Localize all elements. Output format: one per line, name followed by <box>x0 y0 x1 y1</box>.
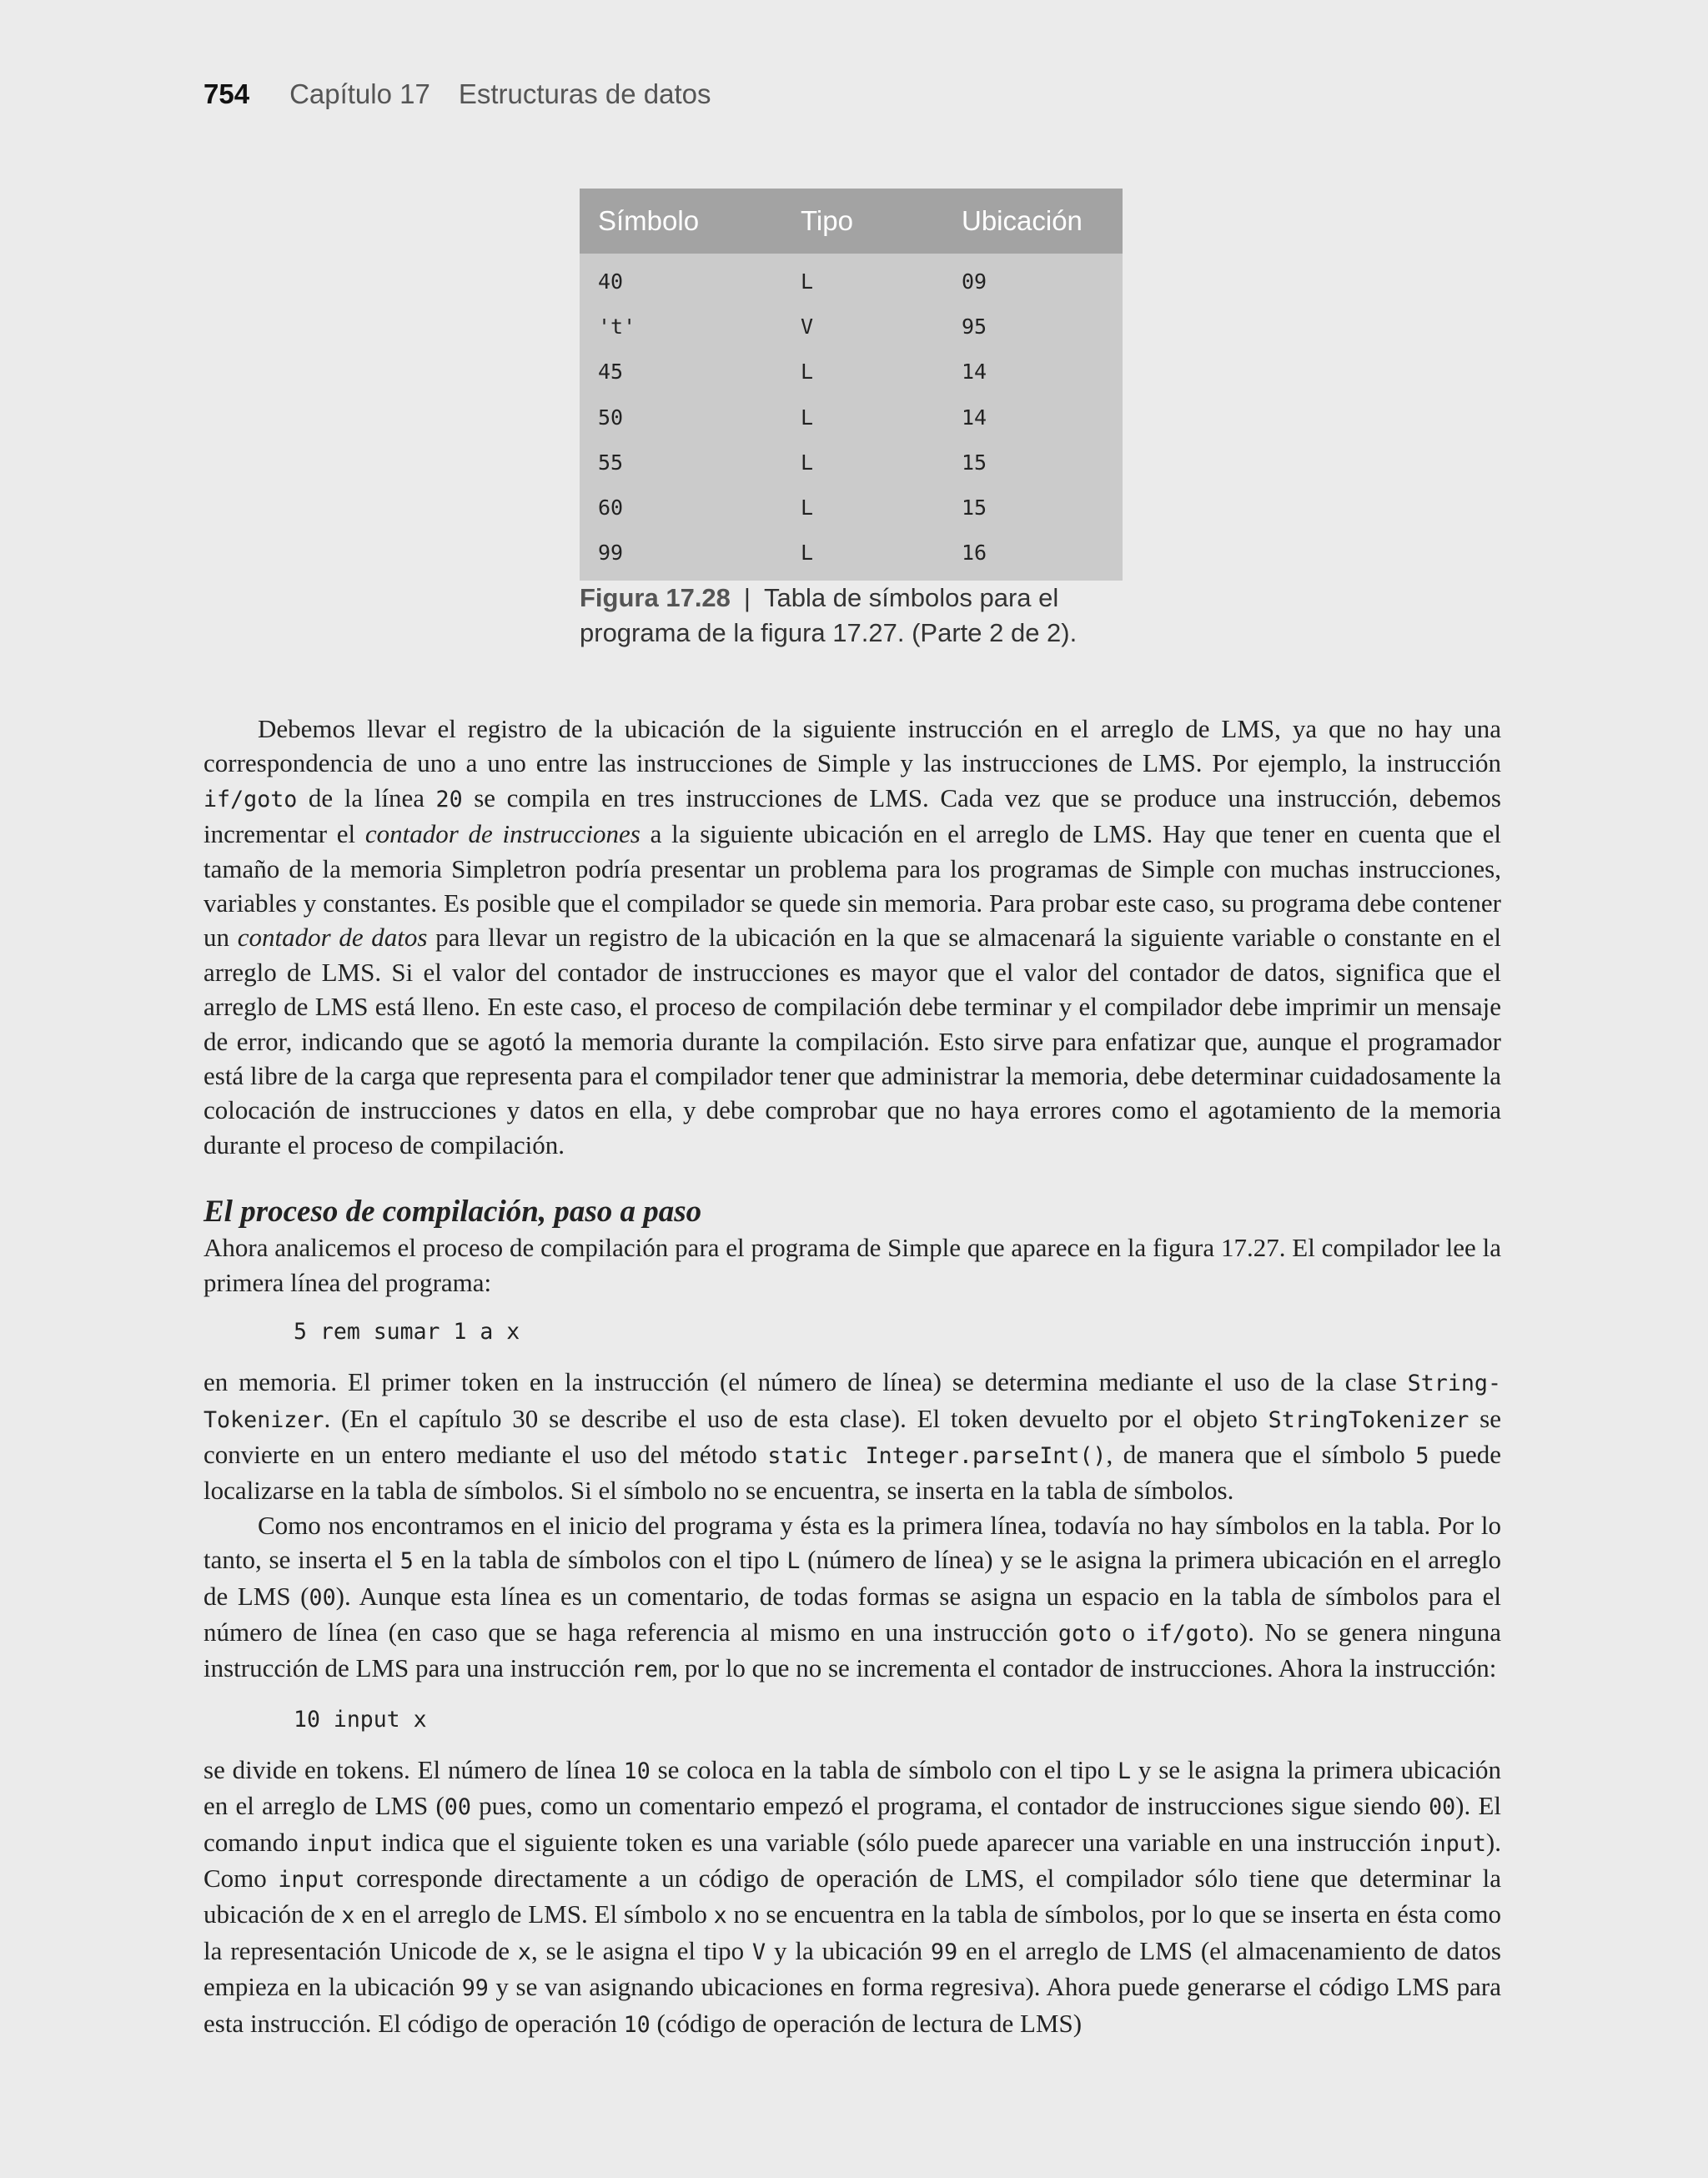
text-run: en el arreglo de LMS. El símbolo <box>354 1899 714 1929</box>
code-inline: static Integer.parseInt() <box>767 1442 1107 1469</box>
cell-location: 15 <box>962 450 987 475</box>
text-run: en memoria. El primer token en la instrucción (el número de línea) se determina mediante el uso de la clase <box>203 1367 1408 1397</box>
code-block: 10 input x <box>294 1706 427 1733</box>
figure-label: Figura 17.28 <box>580 583 731 612</box>
text-run: , por lo que no se incrementa el contador de instrucciones. Ahora la instrucción: <box>671 1653 1497 1683</box>
text-run: a la siguiente ubicación en el arreglo de LMS. Hay que tener en cuenta que el tamaño de la memoria Simpletron podría presentar un problema para los programas de Simple con muchas instrucciones, variables y constantes. Es posible que el compilador se quede sin memoria. Para probar este caso, su programa debe contener un <box>203 819 1501 953</box>
table-body <box>580 254 1123 581</box>
text-run: se convierte en un entero mediante el uso del método <box>203 1403 1501 1469</box>
code-inline: L <box>786 1548 801 1575</box>
cell-location: 95 <box>962 314 987 339</box>
code-inline: x <box>713 1903 727 1929</box>
code-inline: 5 <box>399 1548 414 1575</box>
code-inline: 10 <box>623 1758 651 1784</box>
text-run: ). Aunque esta línea es un comentario, de todas formas se asigna un espacio en la tabla de símbolos para el número de línea (en caso que se haga referencia al mismo en una instrucción <box>203 1581 1501 1647</box>
cell-symbol: 't' <box>598 314 636 339</box>
table-row <box>580 485 1123 530</box>
cell-symbol: 99 <box>598 541 624 566</box>
code-inline: if/goto <box>203 786 298 812</box>
text-run: corresponde directamente a un código de operación de LMS, el compilador sólo tiene que determinar la ubicación de <box>203 1863 1502 1929</box>
text-run: , se le asigna el tipo <box>530 1935 753 1965</box>
cell-symbol: 40 <box>598 269 624 294</box>
symbol-table <box>580 189 1123 581</box>
caption-separator: | <box>743 583 751 612</box>
code-block: 5 rem sumar 1 a x <box>294 1319 520 1346</box>
cell-location: 16 <box>962 541 987 566</box>
text-run: y se van asignando ubicaciones en forma regresiva). Ahora puede generarse el código LMS para esta instrucción. El código de operación <box>203 1972 1501 2038</box>
cell-type: V <box>801 314 814 339</box>
text-run: (número de línea) y se le asigna la primera ubicación en el arreglo de LMS ( <box>203 1545 1501 1611</box>
table-row <box>580 531 1123 576</box>
table-header-symbol: Símbolo <box>598 205 700 236</box>
text-run: puede localizarse en la tabla de símbolos. Si el símbolo no se encuentra, se inserta en la tabla de símbolos. <box>203 1439 1501 1506</box>
code-inline: L <box>1117 1758 1132 1784</box>
paragraph <box>203 1508 1501 1688</box>
table-row <box>580 350 1123 395</box>
text-run: , de manera que el símbolo <box>1106 1439 1416 1469</box>
cell-type: L <box>801 495 814 521</box>
table-header-row <box>580 189 1123 254</box>
cell-location: 09 <box>962 269 987 294</box>
code-inline: StringTokenizer <box>1268 1406 1469 1433</box>
cell-location: 14 <box>962 360 987 385</box>
page-number: 754 <box>203 78 250 109</box>
code-inline: String-Tokenizer <box>203 1371 1501 1433</box>
code-inline: 00 <box>444 1794 471 1821</box>
table-header-location: Ubicación <box>962 205 1083 236</box>
text-run: y se le asigna la primera ubicación en el arreglo de LMS ( <box>203 1754 1501 1821</box>
cell-type: L <box>801 541 814 566</box>
table-row <box>580 440 1123 485</box>
text-run: se divide en tokens. El número de línea <box>203 1754 624 1784</box>
text-run: pues, como un comentario empezó el programa, el contador de instrucciones sigue siendo <box>470 1791 1429 1821</box>
table-row <box>580 395 1123 440</box>
body-text <box>203 712 1501 2042</box>
text-run: ). Como <box>203 1827 1501 1893</box>
text-run: se coloca en la tabla de símbolo con el tipo <box>650 1754 1118 1784</box>
code-inline: input <box>278 1866 345 1893</box>
code-inline: 00 <box>309 1584 336 1611</box>
text-run: Como nos encontramos en el inicio del programa y ésta es la primera línea, todavía no hay símbolos en la tabla. Por lo tanto, se inserta el <box>203 1510 1501 1575</box>
figure-caption <box>580 581 1130 651</box>
code-inline: input <box>1419 1830 1486 1857</box>
text-run: o <box>1112 1617 1146 1647</box>
page-header <box>203 78 711 120</box>
paragraph <box>203 1365 1501 1508</box>
cell-symbol: 55 <box>598 450 624 475</box>
paragraph <box>203 712 1501 1162</box>
code-inline: 99 <box>461 1975 489 2002</box>
emphasis: contador de instrucciones <box>364 819 640 849</box>
code-inline: input <box>306 1830 374 1857</box>
text-run: en la tabla de símbolos con el tipo <box>413 1545 787 1575</box>
text-run: y la ubicación <box>766 1935 932 1965</box>
text-run: de la línea <box>297 782 436 812</box>
text-run: en el arreglo de LMS (el almacenamiento de datos empieza en la ubicación <box>203 1935 1501 2002</box>
text-run: no se encuentra en la tabla de símbolos, por lo que se inserta en ésta como la representación Unicode de <box>203 1899 1501 1965</box>
text-run: se compila en tres instrucciones de LMS. Cada vez que se produce una instrucción, debemos incrementar el <box>203 782 1501 849</box>
table-header-type: Tipo <box>801 205 853 236</box>
text-run: (código de operación de lectura de LMS) <box>650 2008 1083 2038</box>
text-run: ). El comando <box>203 1791 1502 1857</box>
table-row <box>580 304 1123 349</box>
text-run: . (En el capítulo 30 se describe el uso de esta clase). El token devuelto por el objeto <box>324 1403 1268 1433</box>
code-inline: if/goto <box>1145 1620 1239 1647</box>
cell-symbol: 50 <box>598 405 624 430</box>
code-inline: 00 <box>1429 1794 1456 1821</box>
paragraph <box>203 1753 1501 2042</box>
cell-type: L <box>801 405 814 430</box>
code-inline: 5 <box>1415 1442 1429 1469</box>
cell-symbol: 45 <box>598 360 624 385</box>
cell-location: 14 <box>962 405 987 430</box>
code-inline: rem <box>631 1657 672 1683</box>
section-heading: El proceso de compilación, paso a paso <box>203 1195 702 1230</box>
code-inline: V <box>752 1939 766 1965</box>
paragraph: Ahora analicemos el proceso de compilación para el programa de Simple que aparece en la figura 17.27. El compilador lee la primera línea del programa: <box>203 1233 1501 1297</box>
chapter-label: Capítulo 17 <box>289 78 430 109</box>
cell-type: L <box>801 450 814 475</box>
code-inline: 99 <box>931 1939 958 1965</box>
text-run: para llevar un registro de la ubicación en la que se almacenará la siguiente variable o constante en el arreglo de LMS. Si el valor del contador de instrucciones es mayor que el valor del contador de datos, significa que el arreglo de LMS está lleno. En este caso, el proceso de compilación debe terminar y el compilador debe imprimir un mensaje de error, indicando que se agotó la memoria durante la compilación. Esto sirve para enfatizar que, aunque el programador está libre de la carga que representa para el compilador tener que administrar la memoria, debe determinar cuidadosamente la colocación de instrucciones y datos en ella, y debe comprobar que no haya errores como el agotamiento de la memoria durante el proceso de compilación. <box>203 923 1502 1159</box>
chapter-title: Estructuras de datos <box>458 78 711 109</box>
cell-symbol: 60 <box>598 495 624 521</box>
code-inline: x <box>517 1939 531 1965</box>
code-inline: goto <box>1057 1620 1113 1647</box>
text-run: indica que el siguiente token es una variable (sólo puede aparecer una variable en una instrucción <box>373 1827 1419 1857</box>
table-row <box>580 259 1123 304</box>
caption-text: Tabla de símbolos para el programa de la figura 17.27. (Parte 2 de 2). <box>580 583 1078 647</box>
cell-location: 15 <box>962 495 987 521</box>
text-run: ). No se genera ninguna instrucción de LMS para una instrucción <box>203 1617 1501 1683</box>
code-inline: x <box>341 1903 355 1929</box>
code-inline: 10 <box>623 2011 651 2038</box>
emphasis: contador de datos <box>237 923 428 953</box>
text-run: Debemos llevar el registro de la ubicación de la siguiente instrucción en el arreglo de LMS, ya que no hay una correspondencia de uno a uno entre las instrucciones de Simple y las instrucciones de LMS. Por ejemplo, la instrucción <box>203 714 1501 778</box>
cell-type: L <box>801 360 814 385</box>
cell-type: L <box>801 269 814 294</box>
code-inline: 20 <box>435 786 463 812</box>
